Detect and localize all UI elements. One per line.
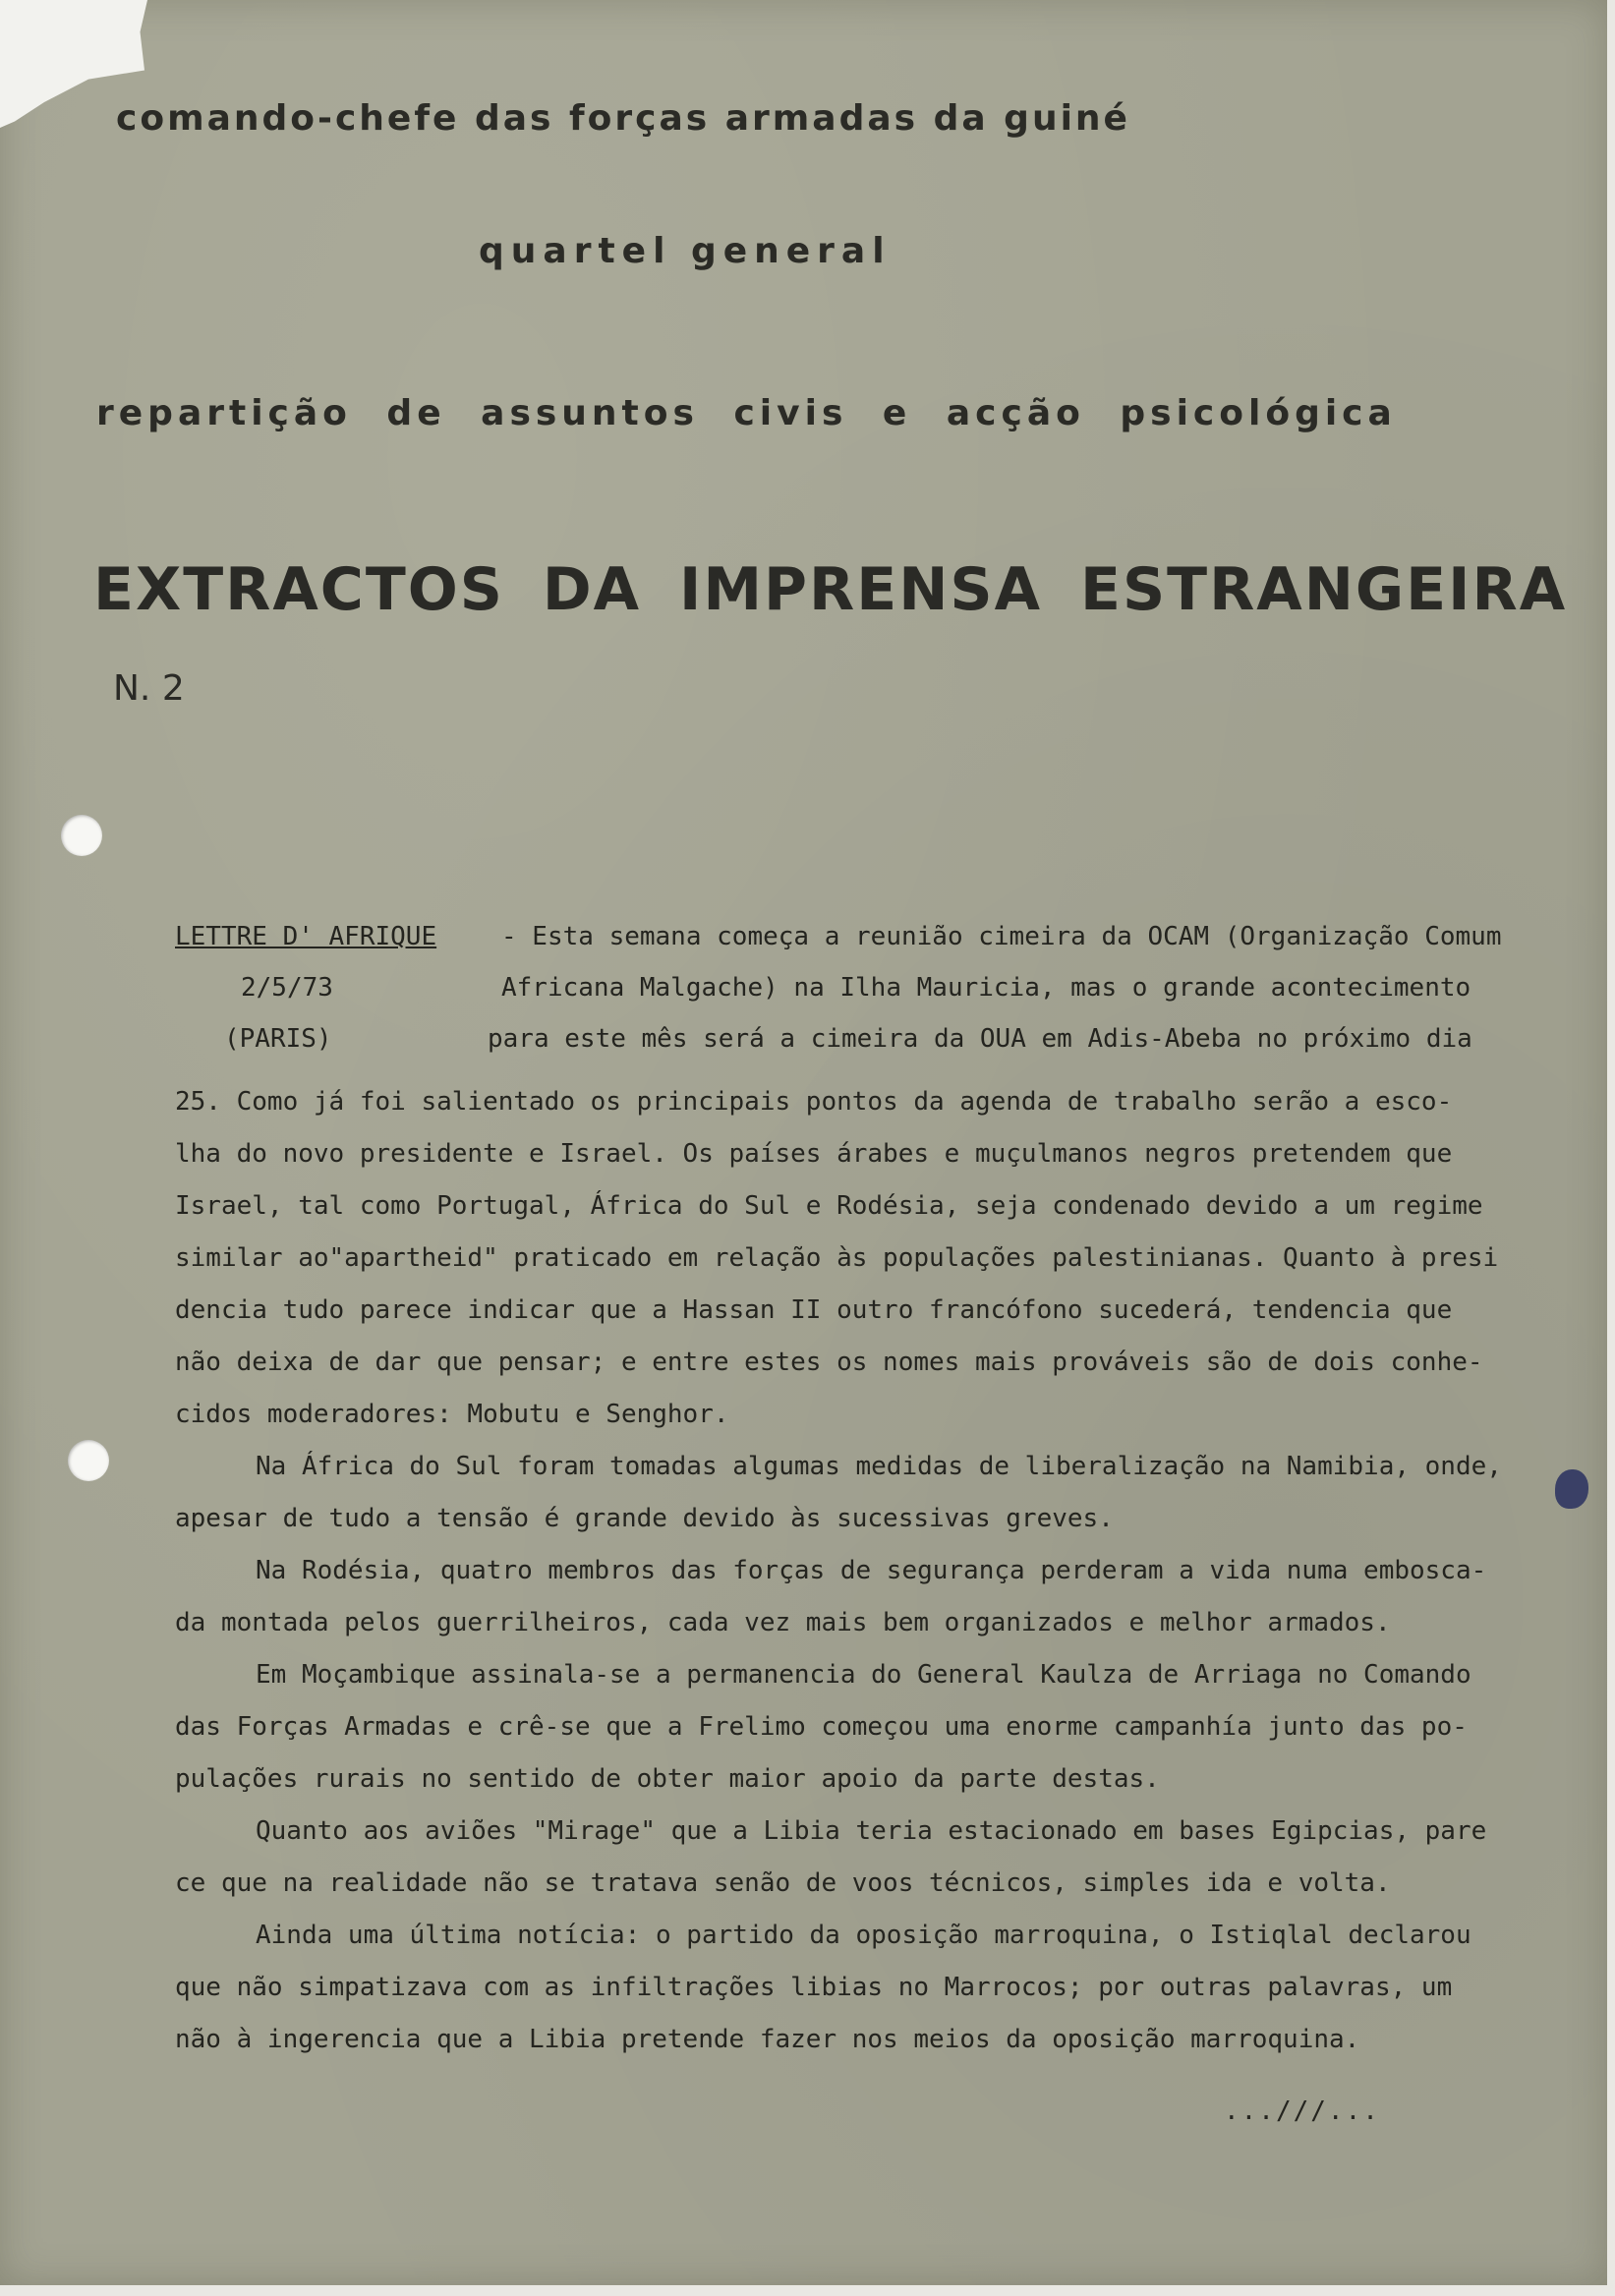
text-line: Quanto aos aviões "Mirage" que a Libia teria estacionado em bases Egipcias, pare bbox=[256, 1816, 1487, 1846]
header-department: repartição de assuntos civis e acção psicológica bbox=[96, 393, 1397, 433]
issue-number: N. 2 bbox=[113, 668, 185, 709]
header-headquarters: quartel general bbox=[479, 231, 892, 271]
lead-line: para este mês será a cimeira da OUA em Adis-Abeba no próximo dia bbox=[488, 1024, 1472, 1054]
text-line: dencia tudo parece indicar que a Hassan II outro francófono sucederá, tendencia que bbox=[175, 1295, 1453, 1325]
text-line: pulações rurais no sentido de obter maior apoio da parte destas. bbox=[175, 1764, 1160, 1794]
text-line: não deixa de dar que pensar; e entre estes os nomes mais prováveis são de dois conhe- bbox=[175, 1348, 1483, 1377]
text-line: das Forças Armadas e crê-se que a Frelimo começou uma enorme campanhía junto das po- bbox=[175, 1712, 1468, 1742]
lead-line: - Esta semana começa a reunião cimeira da OCAM (Organização Comum bbox=[501, 922, 1502, 951]
text-line: lha do novo presidente e Israel. Os países árabes e muçulmanos negros pretendem que bbox=[175, 1139, 1453, 1169]
article-place: (PARIS) bbox=[224, 1024, 332, 1054]
text-line: ce que na realidade não se tratava senão de voos técnicos, simples ida e volta. bbox=[175, 1868, 1391, 1898]
text-line: que não simpatizava com as infiltrações libias no Marrocos; por outras palavras, um bbox=[175, 1973, 1453, 2002]
text-line: cidos moderadores: Mobutu e Senghor. bbox=[175, 1400, 729, 1429]
article-body bbox=[175, 1076, 1571, 2066]
text-line: Na Rodésia, quatro membros das forças de segurança perderam a vida numa embosca- bbox=[256, 1556, 1487, 1585]
text-line: 25. Como já foi salientado os principais pontos da agenda de trabalho serão a esco- bbox=[175, 1087, 1453, 1117]
header-command: comando-chefe das forças armadas da guiné bbox=[116, 98, 1130, 139]
source-name: LETTRE D' AFRIQUE bbox=[175, 922, 437, 951]
text-line: Na África do Sul foram tomadas algumas medidas de liberalização na Namibia, onde, bbox=[256, 1452, 1502, 1481]
text-line: similar ao"apartheid" praticado em relação às populações palestinianas. Quanto à presi bbox=[175, 1243, 1499, 1273]
text-line: Em Moçambique assinala-se a permanencia do General Kaulza de Arriaga no Comando bbox=[256, 1660, 1471, 1690]
text-line: da montada pelos guerrilheiros, cada vez mais bem organizados e melhor armados. bbox=[175, 1608, 1391, 1637]
lead-line: Africana Malgache) na Ilha Mauricia, mas o grande acontecimento bbox=[501, 973, 1471, 1003]
punch-hole bbox=[68, 1440, 109, 1481]
text-line: não à ingerencia que a Libia pretende fazer nos meios da oposição marroquina. bbox=[175, 2025, 1360, 2054]
text-line: Israel, tal como Portugal, África do Sul e Rodésia, seja condenado devido a um regime bbox=[175, 1191, 1483, 1221]
continuation-mark: ...///... bbox=[1224, 2096, 1380, 2126]
text-line: apesar de tudo a tensão é grande devido às sucessivas greves. bbox=[175, 1504, 1114, 1533]
article-date: 2/5/73 bbox=[241, 973, 333, 1003]
text-line: Ainda uma última notícia: o partido da oposição marroquina, o Istiqlal declarou bbox=[256, 1921, 1471, 1950]
document-title: EXTRACTOS DA IMPRENSA ESTRANGEIRA bbox=[93, 555, 1568, 624]
punch-hole bbox=[61, 815, 102, 856]
